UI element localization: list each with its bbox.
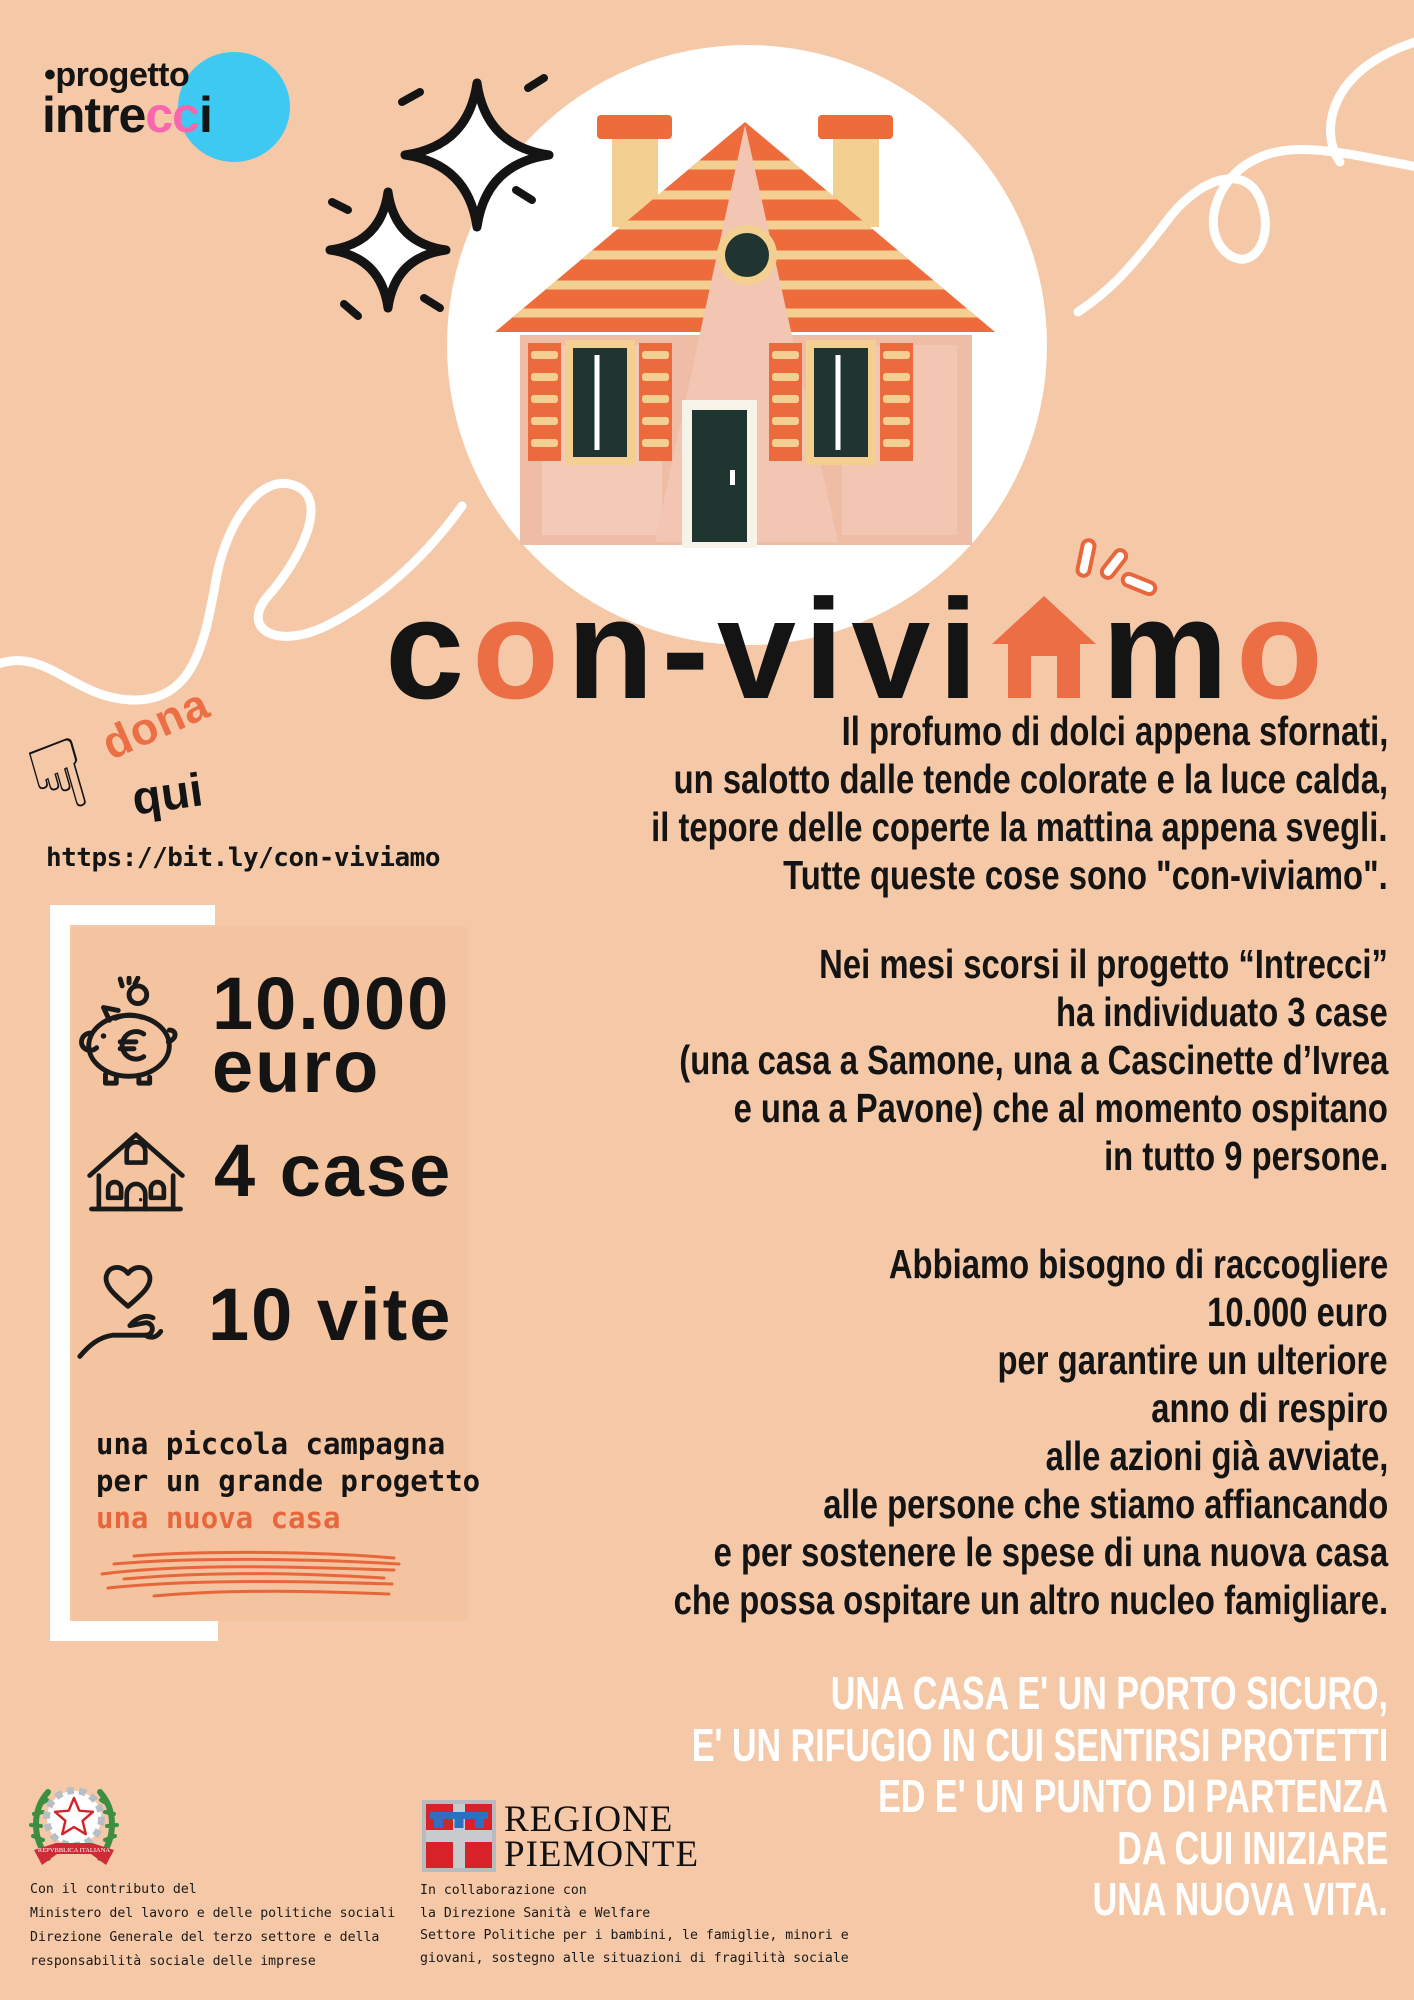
heart-hand-icon <box>74 1256 182 1372</box>
ministero-credit <box>30 1878 395 1974</box>
bracket-bottom-arm <box>50 1621 218 1641</box>
qui-label: qui <box>128 762 206 825</box>
sparkle-icons <box>320 60 560 330</box>
regione-piemonte-name <box>504 1799 700 1875</box>
stat-euro-amount: 10.000 <box>212 962 451 1045</box>
bracket-top-arm <box>50 905 215 925</box>
house-letter-icon <box>992 538 1096 698</box>
text-line: alle azioni già avviate, <box>1045 1433 1388 1479</box>
text-line: 10.000 euro <box>1207 1289 1388 1335</box>
caption-highlight: una nuova casa <box>96 1501 341 1535</box>
text-line: responsabilità sociale delle imprese <box>30 1954 316 1969</box>
text-line: per garantire un ulteriore <box>997 1337 1388 1383</box>
house-icon <box>84 1122 188 1218</box>
paragraph-goal <box>495 1240 1388 1624</box>
text-line: Il profumo di dolci appena sfornati, <box>841 708 1388 754</box>
italy-republic-emblem-icon <box>28 1770 120 1874</box>
door <box>682 400 757 548</box>
text-line: che possa ospitare un altro nucleo famigliare. <box>673 1577 1388 1623</box>
brand-word-i: i <box>198 87 212 143</box>
window-left <box>528 340 672 465</box>
brand-word-intre: intre <box>42 87 146 143</box>
text-line: anno di respiro <box>1151 1385 1388 1431</box>
title-seg-nvivi: n-vivi <box>566 570 986 729</box>
paragraph-project <box>502 940 1388 1180</box>
text-line: Con il contributo del <box>30 1882 197 1897</box>
title-seg-o2-orange: o <box>1236 570 1331 729</box>
stat-row-euro <box>76 962 451 1108</box>
brand-word-progetto: progetto <box>55 56 190 94</box>
text-line: alle persone che stiamo affiancando <box>822 1481 1388 1527</box>
paragraph-intro <box>467 707 1388 899</box>
quote-line: E' UN RIFUGIO IN CUI SENTIRSI PROTETTI <box>691 1718 1388 1771</box>
stat-row-vite <box>74 1256 452 1372</box>
campaign-caption <box>96 1426 480 1537</box>
pointing-hand-icon: ☟ <box>15 716 103 840</box>
piggy-bank-icon <box>76 976 186 1094</box>
quote-line: UNA NUOVA VITA. <box>1092 1873 1388 1925</box>
text-line: e una a Pavone) che al momento ospitano <box>733 1085 1388 1131</box>
text-line: Ministero del lavoro e delle politiche sociali <box>30 1906 396 1921</box>
stat-value <box>212 962 451 1108</box>
emblem-ribbon-label: REPVBBLICA ITALIANA <box>37 1847 111 1854</box>
bracket-vertical-bar <box>50 905 70 1641</box>
text-line: Settore Politiche per i bambini, le famiglie, minori e <box>420 1928 849 1943</box>
text-line: Tutte queste cose sono "con-viviamo". <box>783 852 1388 898</box>
stat-euro-unit: euro <box>212 1025 381 1108</box>
body-text <box>467 707 1388 1624</box>
caption-line: per un grande progetto <box>96 1464 481 1498</box>
quote-line: UNA CASA E' UN PORTO SICURO, <box>830 1667 1388 1719</box>
window-right <box>769 340 913 465</box>
brand-dot: • <box>44 56 56 94</box>
stat-case: 4 case <box>214 1128 453 1212</box>
page-title <box>330 538 1386 732</box>
text-line: REGIONE <box>504 1799 674 1840</box>
brand-name-bottom <box>42 86 212 144</box>
text-line: giovani, sostegno alle situazioni di fragilità sociale <box>420 1950 849 1966</box>
quote-line: DA CUI INIZIARE <box>1116 1821 1388 1874</box>
text-line: Abbiamo bisogno di raccogliere <box>888 1241 1388 1287</box>
text-line: Direzione Generale del terzo settore e della <box>30 1930 380 1945</box>
text-line: In collaborazione con <box>420 1883 587 1898</box>
text-line: Nei mesi scorsi il progetto “Intrecci” <box>819 941 1388 987</box>
piemonte-crest-icon <box>422 1800 496 1872</box>
caption-line: una piccola campagna <box>96 1427 446 1461</box>
text-line: PIEMONTE <box>504 1834 700 1875</box>
text-line: la Direzione Sanità e Welfare <box>420 1905 651 1921</box>
title-seg-m: m <box>1101 570 1237 729</box>
text-line: (una casa a Samone, una a Cascinette d’Ivrea <box>678 1037 1388 1083</box>
stat-vite: 10 vite <box>208 1272 453 1356</box>
text-line: ha individuato 3 case <box>1056 989 1388 1035</box>
title-seg-o-orange: o <box>472 570 567 729</box>
text-line: un salotto dalle tende colorate e la luce calda, <box>673 756 1388 802</box>
text-line: in tutto 9 persone. <box>1103 1133 1388 1179</box>
text-line: il tepore delle coperte la mattina appena svegli. <box>651 804 1388 850</box>
quote-line: ED E' UN PUNTO DI PARTENZA <box>878 1770 1388 1822</box>
text-line: e per sostenere le spese di una nuova casa <box>713 1529 1388 1575</box>
dona-label: dona <box>94 677 217 770</box>
title-seg-c: c <box>385 570 473 729</box>
scribble-underline <box>94 1548 406 1606</box>
donation-url-link[interactable]: https://bit.ly/con-viviamo <box>46 843 440 873</box>
stat-row-case <box>84 1122 452 1218</box>
regione-credit <box>420 1880 849 1970</box>
brand-word-cc: cc <box>145 87 199 143</box>
